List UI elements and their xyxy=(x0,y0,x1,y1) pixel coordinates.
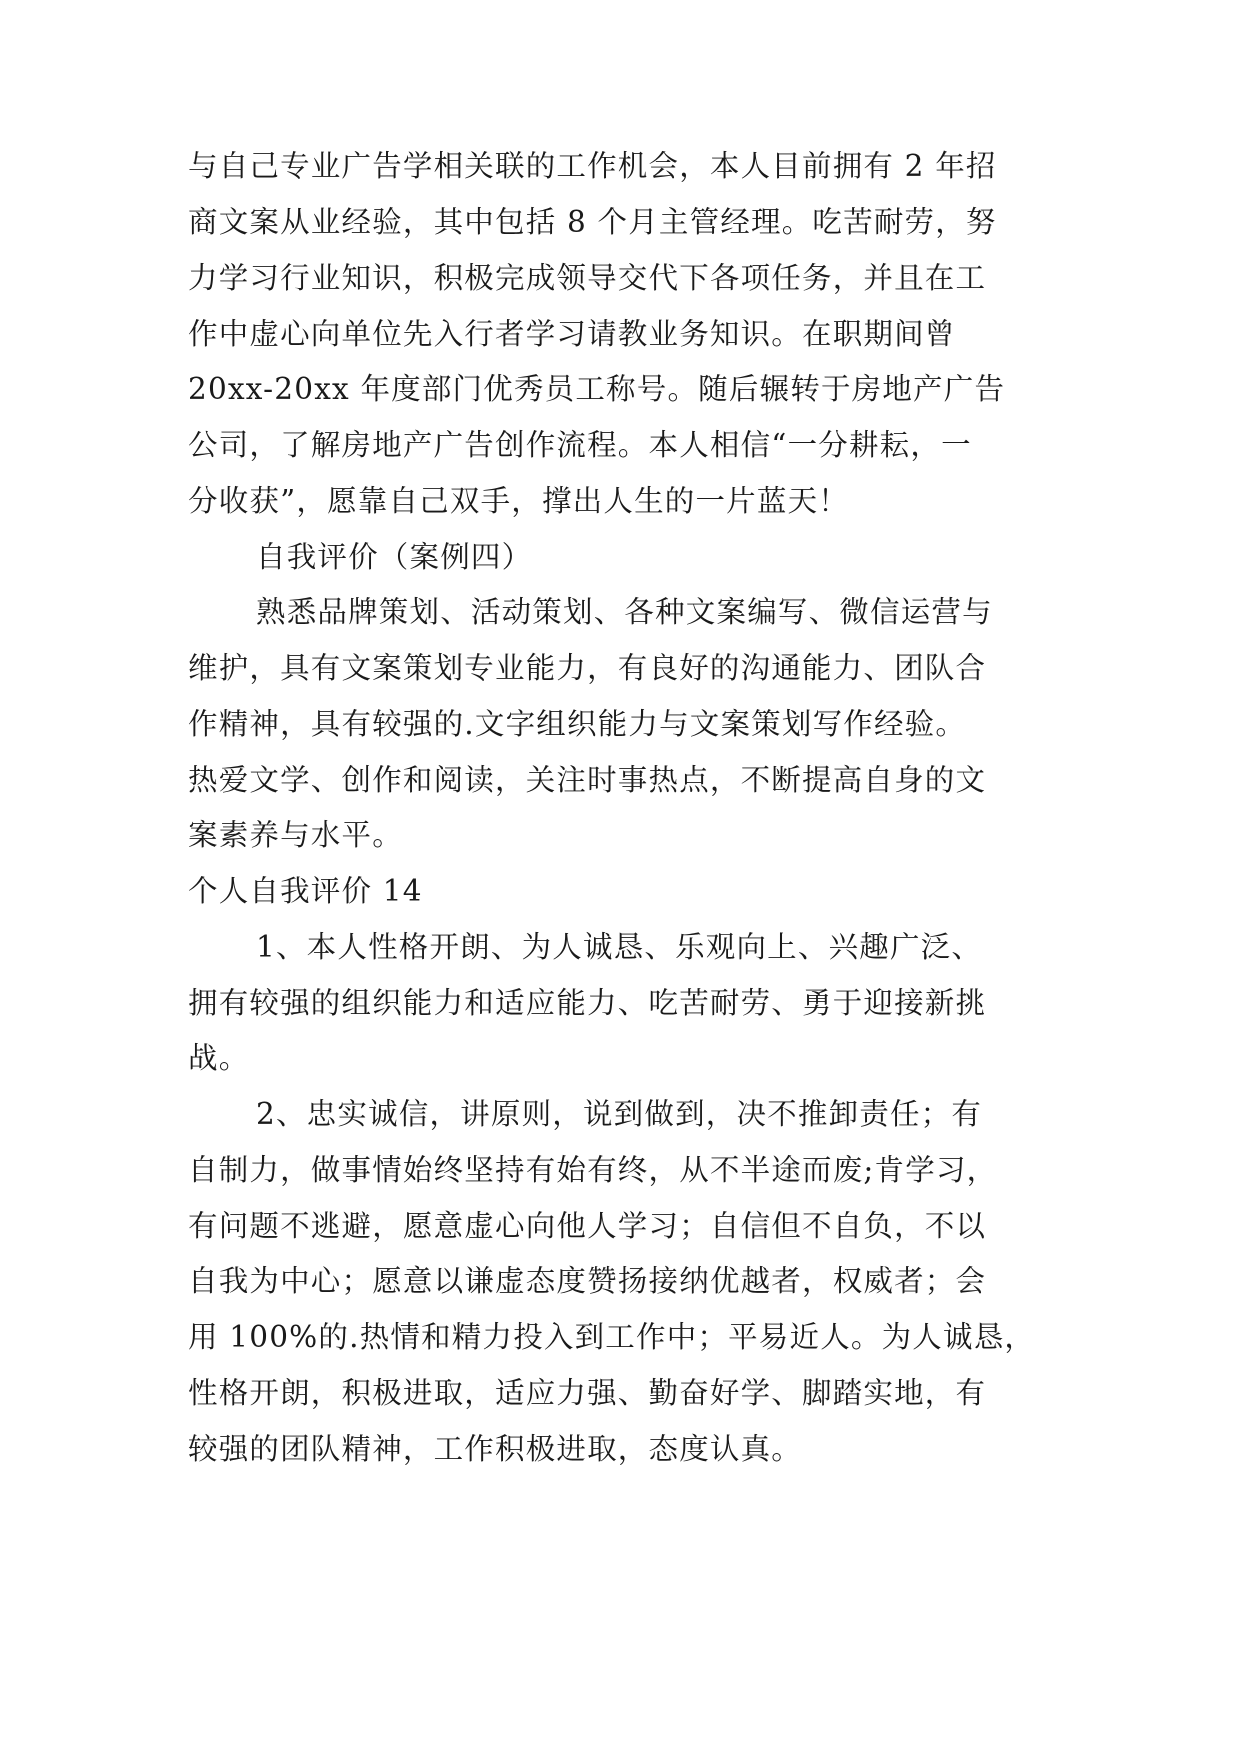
text-line: 热爱文学、创作和阅读，关注时事热点，不断提高自身的文 xyxy=(188,763,987,797)
text-line: 20xx-20xx 年度部门优秀员工称号。随后辗转于房地产广告 xyxy=(188,372,1006,406)
text-line: 2、忠实诚信，讲原则，说到做到，决不推卸责任；有 xyxy=(256,1097,983,1131)
text-line: 维护，具有文案策划专业能力，有良好的沟通能力、团队合 xyxy=(188,651,987,685)
text-line: 较强的团队精神，工作积极进取，态度认真。 xyxy=(188,1432,803,1466)
section-heading: 个人自我评价 14 xyxy=(188,874,423,908)
text-line: 公司，了解房地产广告创作流程。本人相信“一分耕耘，一 xyxy=(188,428,972,462)
text-line: 自我为中心；愿意以谦虚态度赞扬接纳优越者，权威者；会 xyxy=(188,1264,987,1298)
text-line: 熟悉品牌策划、活动策划、各种文案编写、微信运营与 xyxy=(256,595,993,629)
text-line: 作精神，具有较强的.文字组织能力与文案策划写作经验。 xyxy=(188,707,967,741)
text-line: 用 100%的.热情和精力投入到工作中；平易近人。为人诚恳， xyxy=(188,1320,1036,1354)
text-line: 与自己专业广告学相关联的工作机会，本人目前拥有 2 年招 xyxy=(188,149,997,183)
text-line: 拥有较强的组织能力和适应能力、吃苦耐劳、勇于迎接新挑 xyxy=(188,986,987,1020)
text-line: 商文案从业经验，其中包括 8 个月主管经理。吃苦耐劳，努 xyxy=(188,205,997,239)
text-line: 性格开朗，积极进取，适应力强、勤奋好学、脚踏实地，有 xyxy=(188,1376,987,1410)
text-line: 战。 xyxy=(188,1041,250,1075)
text-line: 力学习行业知识，积极完成领导交代下各项任务，并且在工 xyxy=(188,261,987,295)
text-line: 案素养与水平。 xyxy=(188,818,403,852)
text-line: 作中虚心向单位先入行者学习请教业务知识。在职期间曾 xyxy=(188,317,956,351)
text-line: 分收获”，愿靠自己双手，撑出人生的一片蓝天！ xyxy=(188,484,849,518)
text-line: 有问题不逃避，愿意虚心向他人学习；自信但不自负，不以 xyxy=(188,1209,987,1243)
text-line: 自制力，做事情始终坚持有始有终，从不半途而废;肯学习， xyxy=(188,1153,998,1187)
text-line: 1、本人性格开朗、为人诚恳、乐观向上、兴趣广泛、 xyxy=(256,930,983,964)
section-heading: 自我评价（案例四） xyxy=(256,540,533,574)
